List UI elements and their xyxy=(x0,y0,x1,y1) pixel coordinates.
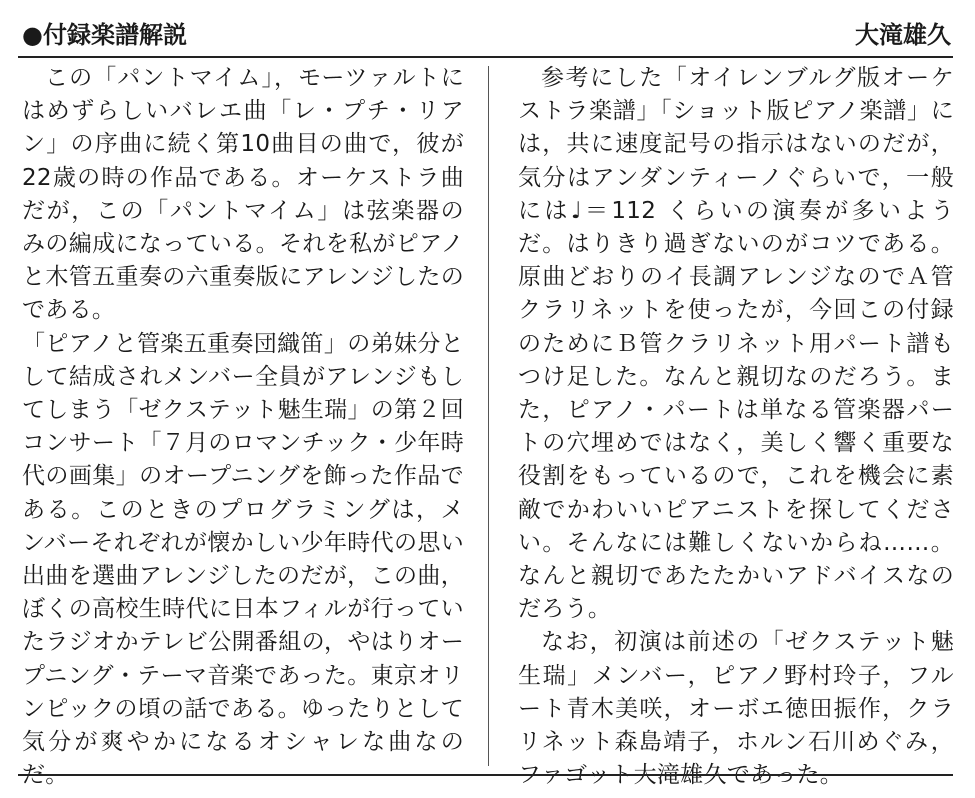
right-paragraph-2: なお，初演は前述の「ゼクステット魅生瑞」メンバー，ピアノ野村玲子，フルート青木美咲，オーボエ徳田振作，クラリネット森島靖子，ホルン石川めぐみ，ファゴット大滝雄久であった。 xyxy=(518,629,954,789)
left-column xyxy=(22,62,464,792)
right-paragraph-1: 参考にした「オイレンブルグ版オーケストラ楽譜」「ショット版ピアノ楽譜」には，共に速度記号の指示はないのだが，気分はアンダンティーノぐらいで，一般には♩＝112 くらいの演奏が多いようだ。はりきり過ぎないのがコツである。原曲どおりのイ長調アレンジなのでＡ管クラリネットを使ったが，今回この付録のためにＢ管クラリネット用パート譜もつけ足した。なんと親切なのだろう。また，ピアノ・パートは単なる管楽器パートの穴埋めではなく，美しく響く重要な役割をもっているので，これを機会に素敵でかわいいピアニストを探してください。そんなには難しくないからね……。なんと親切であたたかいアドバイスなのだろう。 xyxy=(518,65,954,623)
left-paragraph-1: この「パントマイム」，モーツァルトにはめずらしいバレエ曲「レ・プチ・リアン」の序曲に続く第10曲目の曲で，彼が22歳の時の作品である。オーケストラ曲だが，この「パントマイム」は弦楽器のみの編成になっている。それを私がピアノと木管五重奏の六重奏版にアレンジしたのである。 xyxy=(22,65,464,324)
column-divider xyxy=(488,66,489,766)
section-title: ●付録楽譜解説 xyxy=(22,21,187,49)
left-paragraph-2: 「ピアノと管楽五重奏団織笛」の弟妹分として結成されメンバー全員がアレンジもしてしまう「ゼクステット魅生瑞」の第２回コンサート「７月のロマンチック・少年時代の画集」のオープニングを飾った作品である。このときのプログラミングは，メンバーそれぞれが懐かしい少年時代の思い出曲を選曲アレンジしたのだが，この曲，ぼくの高校生時代に日本フィルが行っていたラジオかテレビ公開番組の，やはりオープニング・テーマ音楽であった。東京オリンピックの頃の話である。ゆったりとして気分が爽やかになるオシャレな曲なのだ。 xyxy=(22,330,465,789)
author-name: 大滝雄久 xyxy=(855,21,951,49)
right-column xyxy=(518,62,954,792)
top-rule xyxy=(18,56,953,58)
header xyxy=(18,18,957,54)
bottom-rule xyxy=(18,774,953,776)
